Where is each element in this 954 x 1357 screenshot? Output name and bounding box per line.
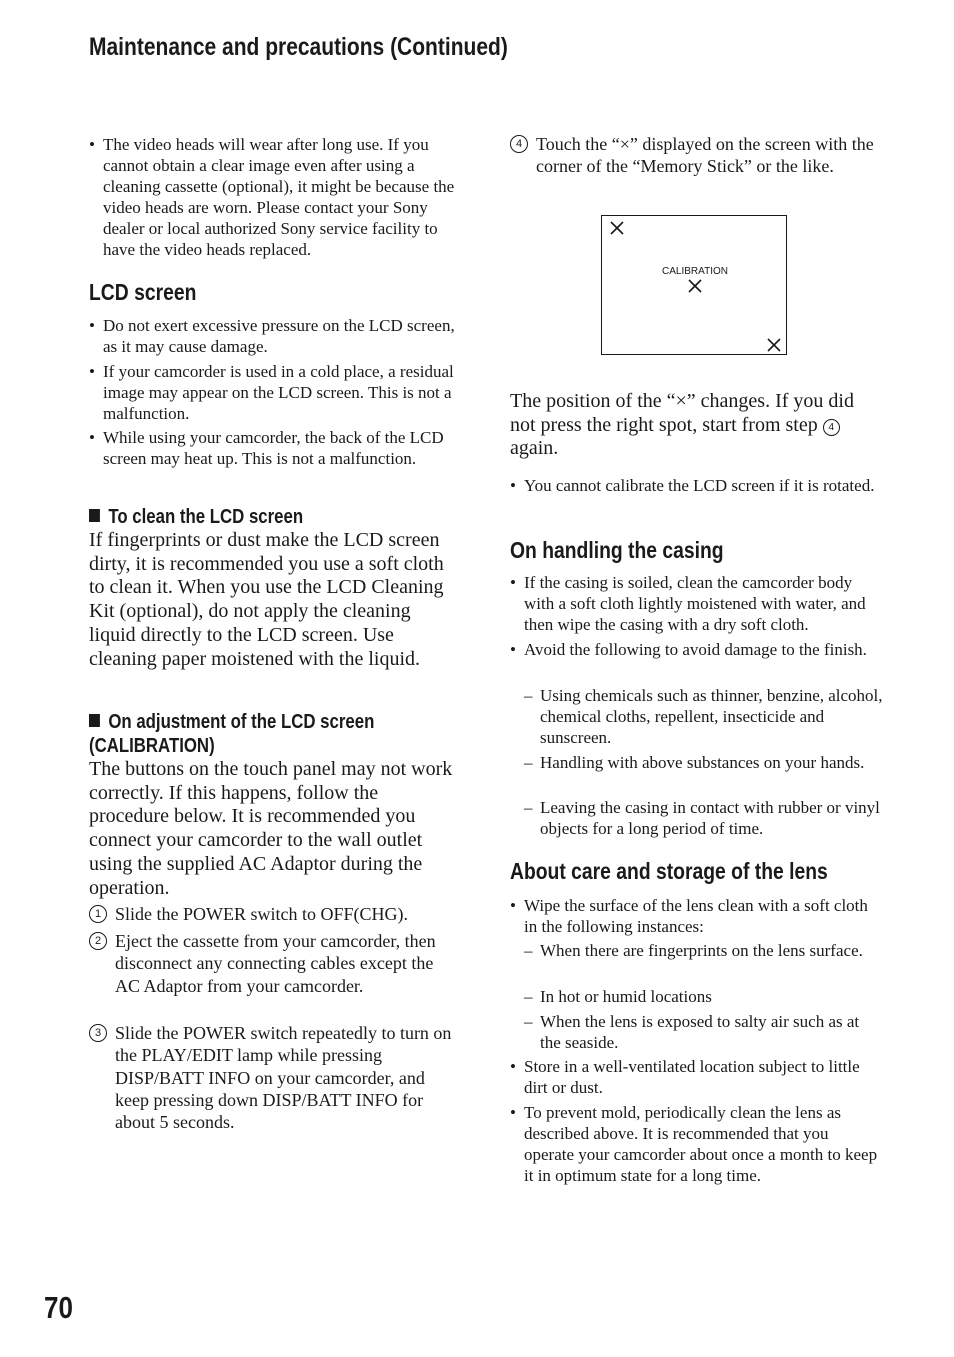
step-1: 1 Slide the POWER switch to OFF(CHG). — [89, 903, 461, 925]
position-paragraph: The position of the “×” changes. If you did not press the right spot, start from step 4 again. — [510, 390, 854, 460]
cross-mark-icon — [767, 338, 781, 352]
calibration-label: CALIBRATION — [662, 266, 728, 277]
list-item: • Store in a well-ventilated location subject to little dirt or dust. — [510, 1057, 860, 1097]
calibration-paragraph: The buttons on the touch panel may not work correctly. If this happens, follow the procedure below. It is recommended you connect your camcorder to the wall outlet using the supplied AC Adaptor during the operation. — [89, 758, 453, 899]
lcd-screen-heading: LCD screen — [89, 279, 197, 305]
step-3: 3 Slide the POWER switch repeatedly to turn on the PLAY/EDIT lamp while pressing DISP/BATT INFO on your camcorder, and keep pressing down DISP/BATT INFO for about 5 seconds. — [89, 1022, 461, 1133]
list-item: – Handling with above substances on your hands. — [524, 753, 865, 772]
step-number-icon: 4 — [510, 135, 528, 153]
step-number-icon: 1 — [89, 905, 107, 923]
list-item: • You cannot calibrate the LCD screen if it is rotated. — [510, 476, 875, 495]
calibration-heading: On adjustment of the LCD screen (CALIBRATION) — [89, 711, 375, 757]
step-2: 2 Eject the cassette from your camcorder, then disconnect any connecting cables except the AC Adaptor from your camcorder. — [89, 930, 461, 997]
list-item: • Avoid the following to avoid damage to the finish. — [510, 640, 867, 659]
clean-lcd-paragraph: If fingerprints or dust make the LCD screen dirty, it is recommended you use a soft cloth to clean it. When you use the LCD Cleaning Kit (optional), do not apply the cleaning liquid directly to the LCD screen. Use cleaning paper moistened with the liquid. — [89, 529, 444, 670]
page-title: Maintenance and precautions (Continued) — [89, 33, 508, 61]
list-item: • If the casing is soiled, clean the camcorder body with a soft cloth lightly moistened with water, and then wipe the casing with a dry soft cloth. — [510, 573, 866, 634]
list-item: • Do not exert excessive pressure on the LCD screen, as it may cause damage. — [89, 316, 455, 356]
page-number: 70 — [44, 1290, 73, 1325]
list-item: • While using your camcorder, the back of the LCD screen may heat up. This is not a malfunction. — [89, 428, 444, 468]
calibration-screen-diagram — [601, 215, 787, 355]
list-item: – When there are fingerprints on the lens surface. — [524, 941, 863, 960]
square-bullet-icon — [89, 509, 100, 522]
step-number-icon: 3 — [89, 1024, 107, 1042]
list-item: • The video heads will wear after long use. If you cannot obtain a clear image even after using a cleaning cassette (optional), it might be because the video heads are worn. Please contact your Sony dealer or local authorized Sony service facility to have the video heads replaced. — [89, 135, 455, 259]
list-item: – In hot or humid locations — [524, 987, 712, 1006]
clean-lcd-heading: To clean the LCD screen — [89, 505, 303, 529]
list-item: – Using chemicals such as thinner, benzine, alcohol, chemical cloths, repellent, insecticide and sunscreen. — [524, 686, 883, 747]
step-number-icon: 2 — [89, 932, 107, 950]
cross-mark-icon — [688, 279, 702, 293]
list-item: • If your camcorder is used in a cold place, a residual image may appear on the LCD screen. This is not a malfunction. — [89, 362, 454, 423]
cross-mark-icon — [610, 221, 624, 235]
lens-heading: About care and storage of the lens — [510, 858, 828, 884]
casing-heading: On handling the casing — [510, 537, 724, 563]
list-item: – Leaving the casing in contact with rubber or vinyl objects for a long period of time. — [524, 798, 880, 838]
square-bullet-icon — [89, 714, 100, 727]
list-item: • To prevent mold, periodically clean the lens as described above. It is recommended that you operate your camcorder about once a month to keep it in optimum state for a long time. — [510, 1103, 878, 1185]
step-number-icon: 4 — [823, 419, 840, 436]
list-item: – When the lens is exposed to salty air such as at the seaside. — [524, 1012, 860, 1052]
list-item: • Wipe the surface of the lens clean with a soft cloth in the following instances: — [510, 896, 868, 936]
step-4: 4 Touch the “×” displayed on the screen with the corner of the “Memory Stick” or the like. — [510, 133, 880, 178]
